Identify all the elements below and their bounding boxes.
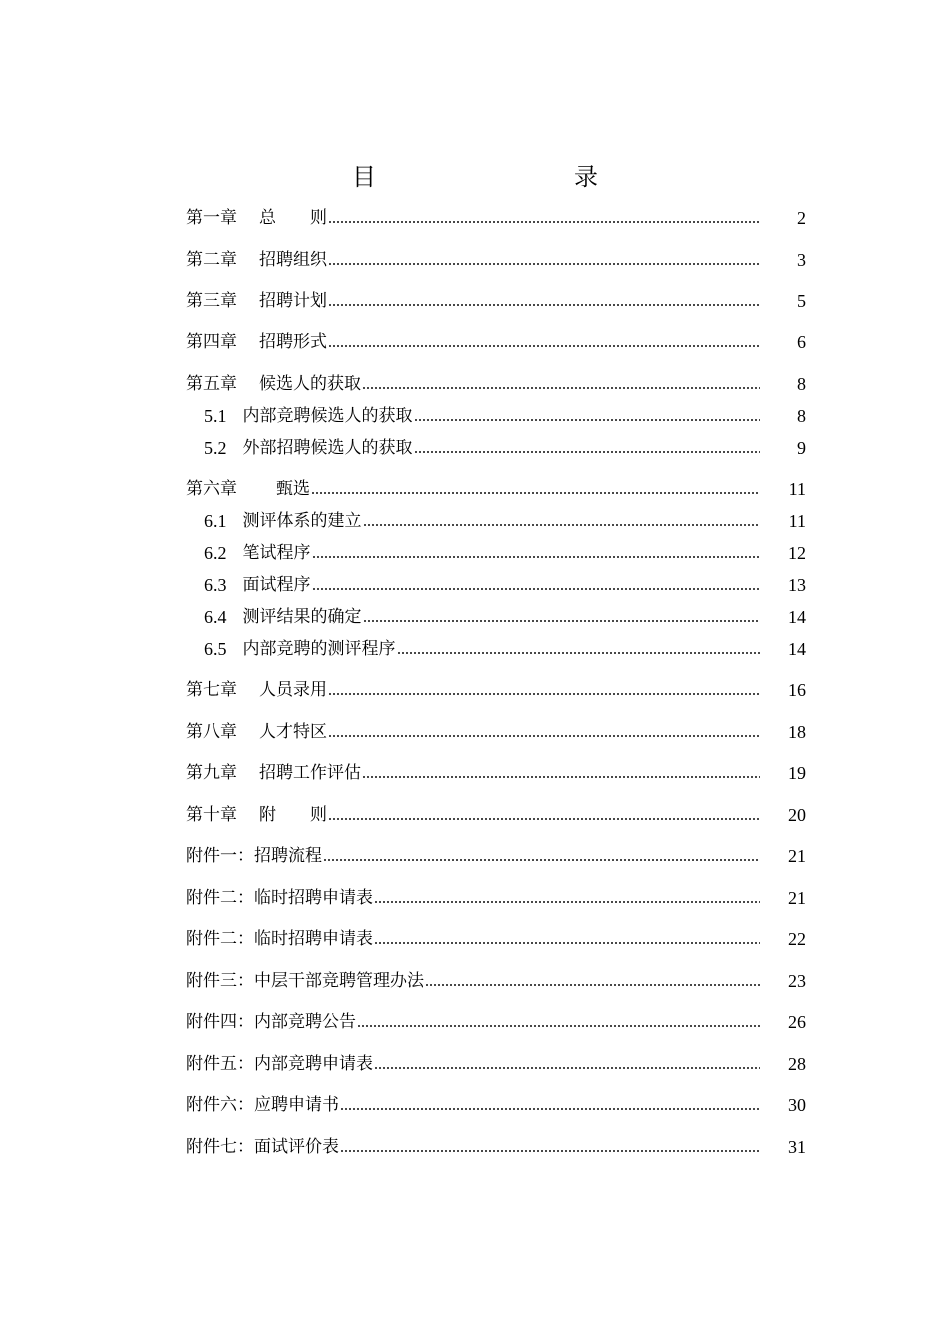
toc-entry-page-number: 16: [788, 680, 806, 700]
toc-appendix-entry[interactable]: [186, 926, 806, 952]
toc-entry-title: 临时招聘申请表: [254, 929, 373, 949]
toc-subsection-entry[interactable]: [204, 403, 806, 429]
toc-entry-title: 内部竞聘公告: [254, 1012, 356, 1032]
toc-chapter-entry[interactable]: [186, 205, 806, 231]
toc-entry-number: 附件六：: [186, 1095, 254, 1115]
toc-chapter-entry[interactable]: [186, 677, 806, 703]
toc-entry-page-number: 8: [797, 374, 806, 394]
toc-entry-title: 招聘工作评估: [259, 763, 361, 783]
toc-appendix-entry[interactable]: [186, 843, 806, 869]
toc-entry-number: 5.2: [204, 438, 227, 458]
toc-entry-page-number: 6: [797, 332, 806, 352]
toc-dot-leader: [340, 1148, 760, 1154]
toc-chapter-entry[interactable]: [186, 760, 806, 786]
toc-dot-leader: [312, 554, 761, 560]
toc-chapter-entry[interactable]: [186, 371, 806, 397]
toc-appendix-entry[interactable]: [186, 885, 806, 911]
toc-dot-leader: [328, 302, 760, 308]
toc-dot-leader: [374, 940, 760, 946]
toc-entry-page-number: 31: [788, 1137, 806, 1157]
toc-entry-title: 内部竞聘的测评程序: [242, 639, 396, 659]
toc-entry-number: 附件二：: [186, 929, 254, 949]
toc-entry-page-number: 8: [797, 406, 806, 426]
toc-chapter-entry[interactable]: [186, 288, 806, 314]
toc-dot-leader: [374, 1065, 760, 1071]
toc-entry-number: 附件四：: [186, 1012, 254, 1032]
toc-entry-page-number: 2: [797, 208, 806, 228]
toc-entry-number: 第八章: [186, 722, 237, 742]
toc-dot-leader: [328, 219, 760, 225]
toc-entry-page-number: 5: [797, 291, 806, 311]
toc-appendix-entry[interactable]: [186, 1092, 806, 1118]
toc-entry-number: 6.4: [204, 607, 227, 627]
toc-entry-number: 第四章: [186, 332, 237, 352]
toc-dot-leader: [363, 522, 761, 528]
toc-subsection-entry[interactable]: [204, 508, 806, 534]
toc-dot-leader: [374, 899, 760, 905]
toc-entry-page-number: 30: [788, 1095, 806, 1115]
toc-entry-page-number: 9: [797, 438, 806, 458]
toc-chapter-entry[interactable]: [186, 719, 806, 745]
toc-entry-title: 中层干部竞聘管理办法: [254, 971, 424, 991]
toc-appendix-entry[interactable]: [186, 1134, 806, 1160]
toc-entry-page-number: 3: [797, 250, 806, 270]
toc-entry-title: 面试程序: [242, 575, 311, 595]
toc-entry-title: 应聘申请书: [254, 1095, 339, 1115]
toc-entry-page-number: 11: [788, 479, 806, 499]
toc-entry-number: 6.2: [204, 543, 227, 563]
toc-dot-leader: [362, 774, 760, 780]
toc-entry-number: 附件三：: [186, 971, 254, 991]
toc-entry-number: 第三章: [186, 291, 237, 311]
toc-entry-page-number: 21: [788, 888, 806, 908]
toc-entry-number: 附件七：: [186, 1137, 254, 1157]
toc-entry-page-number: 14: [788, 607, 806, 627]
toc-entry-page-number: 11: [788, 511, 806, 531]
toc-entry-page-number: 19: [788, 763, 806, 783]
toc-entry-number: 第二章: [186, 250, 237, 270]
toc-entry-page-number: 13: [788, 575, 806, 595]
toc-dot-leader: [357, 1023, 760, 1029]
toc-entry-number: 附件一：: [186, 846, 254, 866]
toc-entry-title: 外部招聘候选人的获取: [242, 438, 413, 458]
toc-subsection-entry[interactable]: [204, 435, 806, 461]
toc-dot-leader: [340, 1106, 760, 1112]
toc-appendix-entry[interactable]: [186, 968, 806, 994]
toc-dot-leader: [328, 691, 760, 697]
toc-entry-page-number: 28: [788, 1054, 806, 1074]
toc-entry-number: 附件五：: [186, 1054, 254, 1074]
toc-entry-title: 内部竞聘候选人的获取: [242, 406, 413, 426]
toc-entry-title: 测评结果的确定: [242, 607, 362, 627]
toc-chapter-entry[interactable]: [186, 802, 806, 828]
toc-dot-leader: [328, 816, 760, 822]
toc-subsection-entry[interactable]: [204, 604, 806, 630]
toc-entry-number: 第十章: [186, 805, 237, 825]
toc-dot-leader: [414, 449, 761, 455]
toc-chapter-entry[interactable]: [186, 247, 806, 273]
toc-appendix-entry[interactable]: [186, 1051, 806, 1077]
toc-subsection-entry[interactable]: [204, 572, 806, 598]
toc-entry-page-number: 18: [788, 722, 806, 742]
toc-subsection-entry[interactable]: [204, 540, 806, 566]
toc-entry-title: 招聘流程: [254, 846, 322, 866]
toc-entry-number: 6.5: [204, 639, 227, 659]
toc-entry-number: 第六章: [186, 479, 237, 499]
toc-chapter-entry[interactable]: [186, 476, 806, 502]
toc-entry-title: 甄选: [259, 479, 310, 499]
toc-entry-page-number: 21: [788, 846, 806, 866]
toc-entry-number: 6.1: [204, 511, 227, 531]
toc-entry-number: 6.3: [204, 575, 227, 595]
toc-dot-leader: [362, 385, 760, 391]
toc-entry-page-number: 20: [788, 805, 806, 825]
toc-entry-number: 第七章: [186, 680, 237, 700]
toc-entry-number: 第五章: [186, 374, 237, 394]
toc-dot-leader: [311, 490, 760, 496]
toc-entry-title: 招聘组织: [259, 250, 327, 270]
toc-dot-leader: [414, 417, 761, 423]
toc-entry-title: 内部竞聘申请表: [254, 1054, 373, 1074]
toc-entry-title: 人才特区: [259, 722, 327, 742]
toc-entry-number: 第九章: [186, 763, 237, 783]
toc-dot-leader: [397, 650, 761, 656]
toc-entry-page-number: 12: [788, 543, 806, 563]
toc-dot-leader: [328, 261, 760, 267]
toc-dot-leader: [312, 586, 761, 592]
toc-entry-title: 招聘形式: [259, 332, 327, 352]
toc-entry-number: 附件二：: [186, 888, 254, 908]
toc-dot-leader: [328, 343, 760, 349]
toc-entry-title: 临时招聘申请表: [254, 888, 373, 908]
toc-entry-title: 附 则: [259, 805, 327, 825]
toc-entry-title: 笔试程序: [242, 543, 311, 563]
toc-chapter-entry[interactable]: [186, 329, 806, 355]
toc-entry-title: 面试评价表: [254, 1137, 339, 1157]
toc-entry-page-number: 26: [788, 1012, 806, 1032]
toc-appendix-entry[interactable]: [186, 1009, 806, 1035]
toc-dot-leader: [323, 857, 760, 863]
toc-dot-leader: [363, 618, 761, 624]
toc-title: 目 录: [352, 163, 648, 191]
toc-entry-title: 人员录用: [259, 680, 327, 700]
toc-entry-page-number: 22: [788, 929, 806, 949]
toc-entry-number: 5.1: [204, 406, 227, 426]
toc-entry-page-number: 14: [788, 639, 806, 659]
toc-dot-leader: [328, 733, 760, 739]
toc-entry-title: 候选人的获取: [259, 374, 361, 394]
toc-dot-leader: [425, 982, 760, 988]
toc-entry-number: 第一章: [186, 208, 237, 228]
toc-entry-title: 总 则: [259, 208, 327, 228]
toc-entry-page-number: 23: [788, 971, 806, 991]
toc-entry-title: 招聘计划: [259, 291, 327, 311]
toc-entry-title: 测评体系的建立: [242, 511, 362, 531]
toc-subsection-entry[interactable]: [204, 636, 806, 662]
